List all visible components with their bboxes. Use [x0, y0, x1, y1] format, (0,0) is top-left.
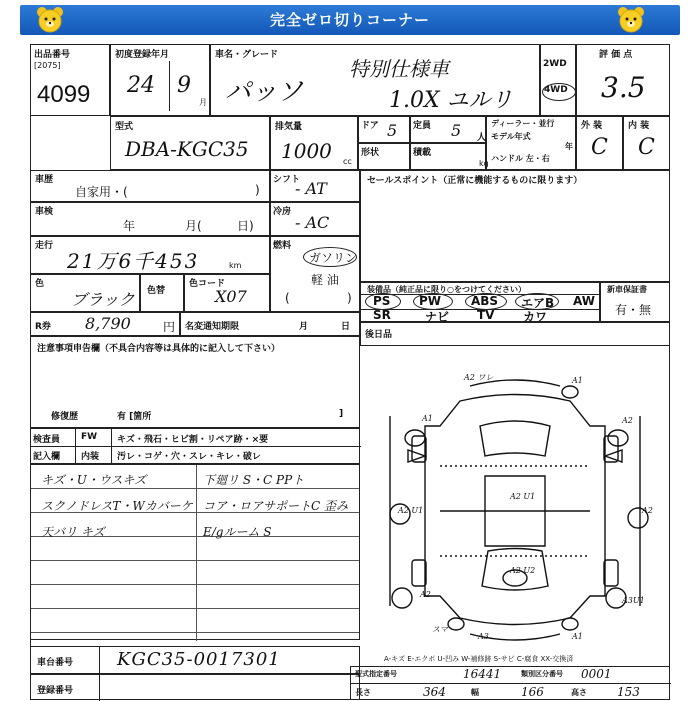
capacity-cell [410, 116, 486, 143]
chassis-label: 車台番号 [37, 658, 74, 668]
registration-month-unit: 月 [199, 98, 207, 107]
shift-value: - AT [295, 179, 327, 198]
fuel-label: 燃料 [273, 241, 292, 251]
entry-label: 記入欄 [33, 452, 61, 462]
exterior-grade: C [591, 135, 608, 160]
equip-leather: カワ [523, 310, 548, 324]
dimensions-cell [350, 666, 670, 700]
later-items-cell [360, 322, 670, 346]
car-name-label: 車名・グレード [215, 50, 279, 60]
load-label: 積載 [413, 148, 432, 158]
width-label: 幅 [471, 688, 479, 697]
repair-history-value: 有 [箇所 [117, 412, 152, 422]
inspector-fw: FW [81, 432, 98, 442]
inspector-inside: 内装 [81, 452, 100, 462]
length-label: 長さ [355, 688, 371, 697]
mileage-cell [30, 236, 270, 274]
banner-title: 完全ゼロ切りコーナー [269, 11, 430, 29]
registration-cell [110, 44, 210, 116]
inspection-label: 車検 [35, 207, 54, 217]
interior-grade: C [638, 135, 655, 160]
model-cell [110, 116, 270, 170]
displacement-label: 排気量 [275, 122, 303, 132]
doors-label: ドア [361, 121, 379, 131]
displacement-cell [270, 116, 358, 170]
repair-history-label: 修復歴 [51, 412, 79, 422]
later-items-label: 後日品 [365, 330, 393, 340]
doors-cell [358, 116, 410, 143]
history-label: 車歴 [35, 175, 54, 185]
height-label: 高さ [571, 688, 587, 697]
fuel-paren-open: ( [285, 291, 290, 305]
damage-diagram [360, 346, 670, 646]
warranty-value: 有・無 [615, 303, 652, 317]
sales-points-label: セールスポイント（正常に機能するものに限ります） [367, 176, 583, 186]
equip-aw: AW [573, 294, 595, 308]
equip-sr: SR [373, 308, 391, 322]
recycle-value: 8,790 [85, 314, 131, 333]
recycle-unit: 円 [163, 320, 176, 334]
mark-rear-bumper-right: A1 [572, 632, 583, 641]
color-code-cell [184, 274, 270, 312]
inspection-cell [30, 202, 270, 236]
remark-right-1: 下廻リ S・C PPト [203, 473, 305, 487]
equip-navi: ナビ [425, 310, 450, 324]
width-value: 166 [521, 685, 544, 699]
notes-cell [30, 336, 360, 428]
interior-cell [623, 116, 670, 170]
equipment-label: 装備品（純正品に限り○をつけてください） [367, 285, 526, 294]
mark-front: A2 ワレ [464, 373, 494, 382]
remarks-grid [30, 464, 360, 640]
capacity-label: 定員 [413, 121, 432, 131]
mark-rear-right: A3U1 [622, 596, 645, 605]
notes-label: 注意事項申告欄（不具合内容等は具体的に記入して下さい） [37, 344, 281, 354]
inspector-row1-text: キズ・飛石・ヒビ割・リペア跡・×要 [117, 435, 269, 445]
inspector-label: 検査員 [33, 435, 61, 445]
color-label: 色 [35, 279, 45, 289]
history-cell [30, 170, 270, 202]
registration-year: 24 [127, 73, 155, 98]
mark-rear-window: A2 U2 [510, 566, 536, 575]
exterior-label: 外 装 [581, 121, 603, 131]
registration-number-label: 登録番号 [37, 686, 74, 696]
warranty-cell [600, 282, 670, 322]
lot-sub: [2075] [34, 61, 61, 70]
mark-side-right: A2 [642, 506, 653, 515]
recycle-cell [30, 312, 180, 336]
remark-left-2: スクノドレスT・Wカバーケ [41, 499, 193, 513]
registration-number-cell [30, 674, 360, 700]
bear-mascot-icon [36, 6, 64, 34]
color-change-cell [140, 274, 184, 312]
inspector-row2-text: 汚レ・コゲ・穴・スレ・キレ・破レ [117, 452, 261, 462]
damage-legend: A-キズ E-エクボ U-凹み W-補修跡 S-サビ C-腐食 XX-交換済 [384, 655, 574, 663]
mark-rear-bumper-left: A3 [478, 632, 489, 641]
equip-ps: PS [373, 294, 391, 308]
fuel-diesel: 軽 油 [311, 273, 339, 287]
load-cell [410, 143, 489, 170]
displacement-value: 1000 [281, 139, 332, 163]
remark-left-1: キズ・U・ウスキズ [41, 473, 147, 487]
name-change-cell [180, 312, 360, 336]
registration-month: 9 [177, 73, 191, 98]
color-cell [30, 274, 140, 312]
class-number-label: 類別区分番号 [521, 670, 563, 678]
shape-cell [358, 143, 410, 170]
warranty-label: 新車保証書 [607, 285, 647, 294]
mark-fender-left: A1 [422, 414, 433, 423]
color-change-label: 色替 [147, 286, 166, 296]
drive-2wd: 2WD [543, 59, 567, 69]
dealer-steering: ハンドル 左・右 [491, 154, 550, 163]
equipment-cell [360, 282, 600, 322]
chassis-cell [30, 646, 360, 674]
lot-cell [30, 44, 110, 116]
height-value: 153 [617, 685, 640, 699]
mark-front-right: A1 [572, 376, 583, 385]
color-code: X07 [215, 287, 247, 306]
mileage-unit: km [229, 261, 242, 270]
ac-cell [270, 202, 360, 236]
ac-label: 冷房 [273, 207, 292, 217]
mark-rear-left: A2 [420, 590, 431, 599]
exterior-cell [576, 116, 623, 170]
drive-4wd: 4WD [544, 85, 568, 95]
ac-value: - AC [295, 213, 330, 232]
drive-cell [540, 44, 576, 116]
mark-sumi: スマ [432, 625, 448, 634]
capacity-value: 5 [451, 121, 462, 140]
inspection-year: 年 [123, 219, 136, 233]
load-unit: kg [479, 159, 489, 168]
rating-label: 評 価 点 [599, 50, 633, 60]
inspection-day: 日) [237, 219, 254, 233]
remark-left-3: 天バリ キズ [41, 525, 105, 539]
rating-cell [576, 44, 670, 116]
dealer-cell [486, 116, 576, 170]
mileage-value: 21万6千453 [67, 249, 200, 273]
type-designation-value: 16441 [463, 667, 502, 681]
shape-label: 形状 [361, 148, 380, 158]
car-name-cell [210, 44, 540, 116]
mark-roof: A2 U1 [510, 492, 536, 501]
fuel-paren-close: ) [347, 291, 352, 305]
dealer-year-unit: 年 [565, 142, 573, 151]
equip-airbag: エアB [521, 296, 555, 310]
recycle-label: R券 [35, 322, 51, 332]
header-banner [20, 5, 680, 35]
equip-pw: PW [419, 294, 442, 308]
displacement-unit: cc [343, 157, 352, 166]
name-change-label: 名変通知期限 [185, 322, 240, 332]
color-value: ブラック [71, 290, 135, 309]
inspection-month: 月( [185, 219, 202, 233]
car-grade-note: 特別仕様車 [349, 57, 449, 81]
sales-points-cell [360, 170, 670, 282]
shift-label: シフト [273, 175, 301, 185]
remark-right-3: E/gルーム S [203, 525, 272, 539]
capacity-unit: 人 [477, 133, 487, 143]
interior-label: 内 装 [628, 121, 650, 131]
rating-score: 3.5 [601, 71, 646, 104]
inspector-cell [30, 428, 360, 464]
color-code-label: 色コード [189, 279, 226, 289]
dealer-model-year: モデル年式 [491, 132, 531, 141]
remark-right-2: コア・ロアサポートC 歪み [203, 499, 348, 513]
dealer-label: ディーラー・並行 [491, 119, 555, 128]
lot-label: 出品番号 [34, 50, 71, 60]
class-number-value: 0001 [581, 667, 612, 681]
lot-number: 4099 [37, 81, 91, 108]
registration-label: 初度登録年月 [115, 50, 170, 60]
mileage-label: 走行 [35, 241, 54, 251]
fuel-cell [270, 236, 360, 312]
history-close: ) [255, 183, 260, 197]
shift-cell [270, 170, 360, 202]
doors-value: 5 [387, 121, 398, 140]
mark-fender-right: A2 [622, 416, 633, 425]
name-change-month: 月 [299, 322, 309, 332]
bear-mascot-icon [617, 6, 645, 34]
length-value: 364 [423, 685, 446, 699]
fuel-gas: ガソリン [309, 251, 358, 265]
mark-side-left: A2 U1 [398, 506, 424, 515]
equip-abs: ABS [471, 294, 499, 308]
name-change-day: 日 [341, 322, 351, 332]
type-designation-label: 型式指定番号 [355, 670, 397, 678]
repair-history-close: ] [339, 409, 344, 419]
model-value: DBA-KGC35 [125, 137, 249, 161]
history-value: 自家用・( [75, 185, 128, 199]
car-grade: 1.0X ユルリ [389, 88, 513, 113]
model-label: 型式 [115, 122, 134, 132]
chassis-value: KGC35-0017301 [117, 649, 281, 670]
equip-tv: TV [477, 308, 495, 322]
car-name: パッソ [225, 77, 304, 107]
